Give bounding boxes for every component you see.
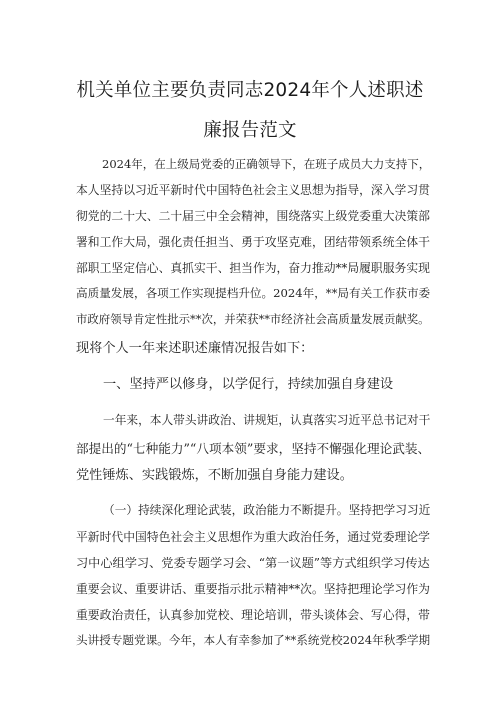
document-title-line2: 廉报告范文: [203, 120, 297, 141]
subsection1-line-6: 头讲授专题党课。今年，本人有幸参加了**系统党校2024年秋季学期: [76, 633, 431, 647]
section-heading-1: 一、坚持严以修身，以学促行，持续加强自身建设: [103, 377, 394, 392]
intro-line-5: 部职工坚定信心、真抓实干、担当作为，奋力推动**局履职服务实现: [76, 261, 430, 275]
intro-line-6: 高质量发展，各项工作实现提档升位。2024年，**局有关工作获市委: [76, 286, 431, 300]
subsection1-line-1: （一）持续深化理论武装，政治能力不断提升。坚持把学习习近: [103, 503, 431, 517]
document-title-line1: 机关单位主要负责同志2024年个人述职述: [76, 80, 424, 101]
intro-line-7: 市政府领导肯定性批示**次，并荣获**市经济社会高质量发展贡献奖。: [76, 312, 430, 326]
subsection1-line-3: 习中心组学习、党委专题学习会、“第一议题”等方式组织学习传达: [76, 556, 430, 570]
subsection1-line-2: 平新时代中国特色社会主义思想作为重大政治任务，通过党委理论学: [76, 530, 430, 544]
section1-line-1: 一年来，本人带头讲政治、讲规矩，认真落实习近平总书记对干: [103, 413, 431, 427]
subsection1-line-4: 重要会议、重要讲话、重要指示批示精神**次。坚持把理论学习作为: [76, 582, 430, 596]
section1-line-2: 部提出的“七种能力”“八项本领”要求，坚持不懈强化理论武装、: [76, 441, 431, 456]
intro-line-8: 现将个人一年来述职述廉情况报告如下：: [76, 341, 314, 356]
intro-line-2: 本人坚持以习近平新时代中国特色社会主义思想为指导，深入学习贯: [76, 183, 430, 197]
intro-line-4: 署和工作大局，强化责任担当、勇于攻坚克难，团结带领系统全体干: [76, 235, 430, 249]
subsection1-line-5: 重要政治责任，认真参加党校、理论培训，带头谈体会、写心得，带: [76, 608, 430, 622]
intro-line-3: 彻党的二十大、二十届三中全会精神，围绕落实上级党委重大决策部: [76, 209, 430, 223]
intro-line-1: 2024年，在上级局党委的正确领导下，在班子成员大力支持下，: [102, 157, 431, 171]
section1-line-3: 党性锤炼、实践锻炼，不断加强自身能力建设。: [76, 468, 353, 483]
